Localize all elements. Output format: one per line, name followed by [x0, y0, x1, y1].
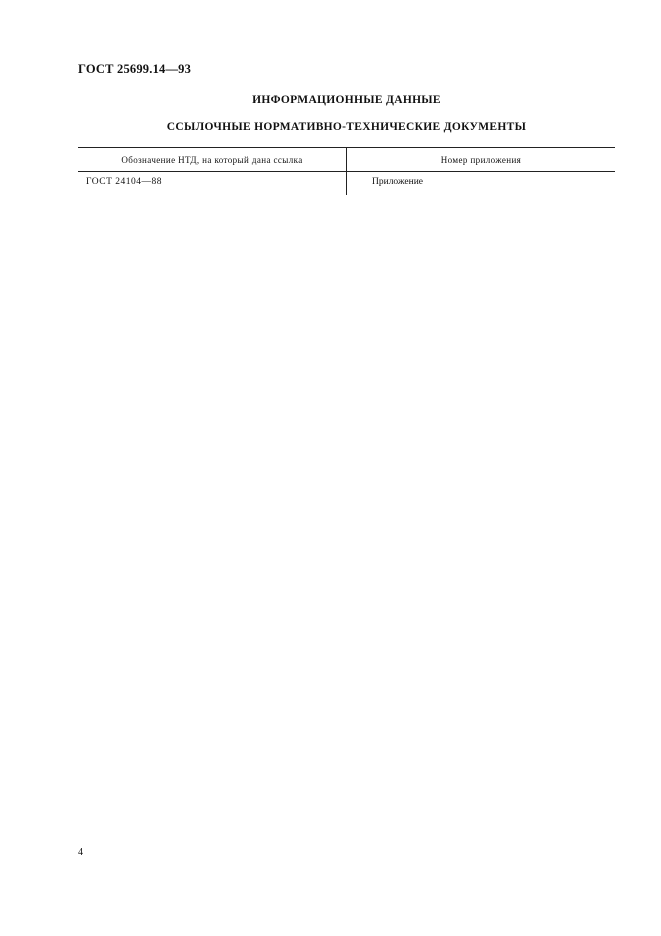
column-header-appendix: Номер приложения [347, 148, 616, 172]
table-cell-appendix: Приложение [372, 177, 423, 187]
section-subtitle: ССЫЛОЧНЫЕ НОРМАТИВНО-ТЕХНИЧЕСКИЕ ДОКУМЕНТЫ [166, 121, 527, 133]
column-header-ntd: Обозначение НТД, на который дана ссылка [78, 148, 347, 172]
table-row [78, 172, 615, 196]
page-number: 4 [78, 847, 83, 858]
table-cell-ntd: ГОСТ 24104—88 [78, 172, 347, 196]
section-title: ИНФОРМАЦИОННЫЕ ДАННЫЕ [252, 94, 441, 106]
table-header-row [78, 148, 615, 172]
document-code: ГОСТ 25699.14—93 [78, 62, 192, 76]
references-table [78, 147, 615, 195]
